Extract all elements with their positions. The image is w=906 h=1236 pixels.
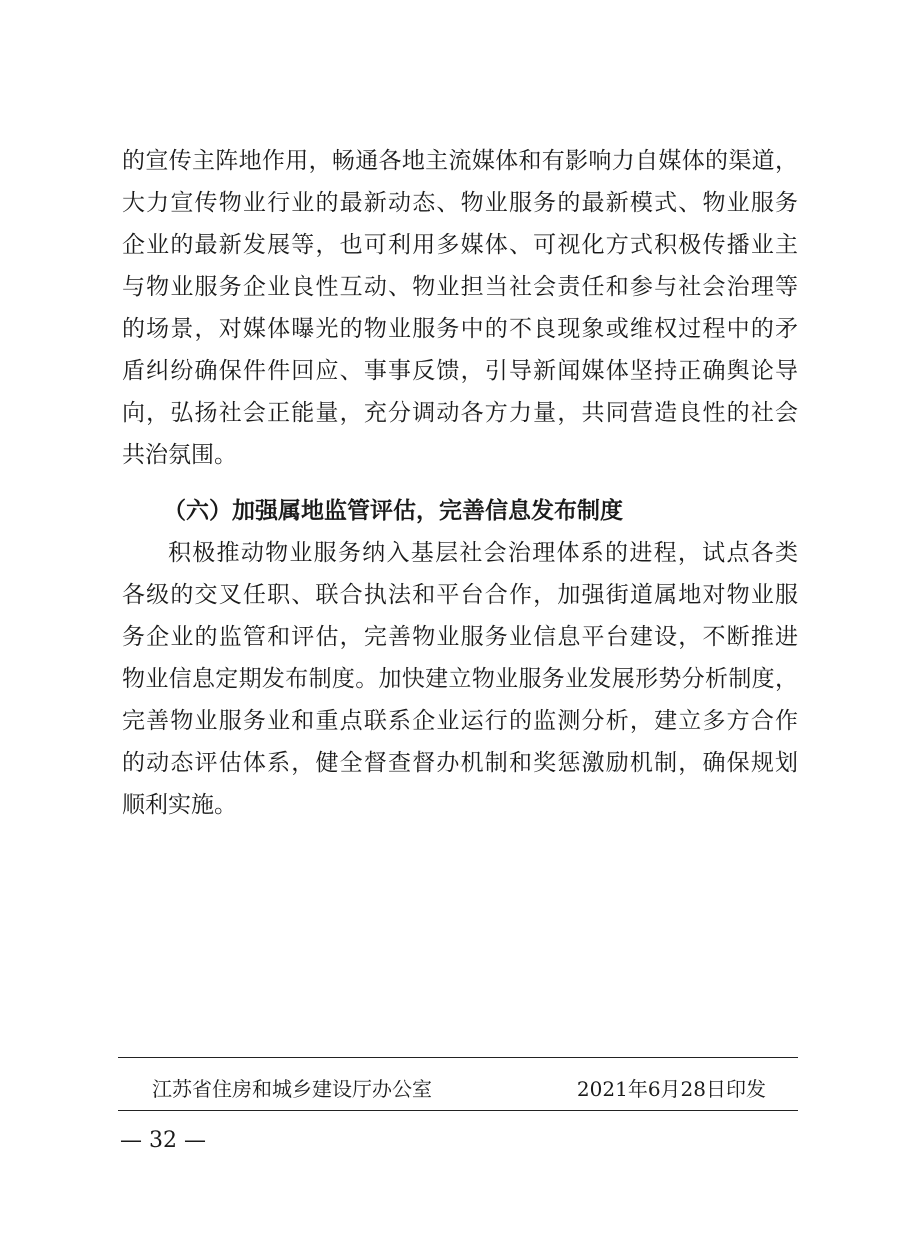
paragraph-supervision — [122, 532, 798, 826]
text-line: 共治氛围。 — [122, 442, 237, 468]
text-line: 完善物业服务业和重点联系企业运行的监测分析，建立多方合作 — [122, 708, 798, 734]
text-line: 大力宣传物业行业的最新动态、物业服务的最新模式、物业服务 — [122, 190, 798, 216]
text-line: 各级的交叉任职、联合执法和平台合作，加强街道属地对物业服 — [122, 582, 798, 608]
text-line: 盾纠纷确保件件回应、事事反馈，引导新闻媒体坚持正确舆论导 — [122, 358, 798, 384]
text-line: 的动态评估体系，健全督查督办机制和奖惩激励机制，确保规划 — [122, 750, 798, 776]
issue-date: 2021年6月28日印发 — [576, 1077, 766, 1101]
text-line: 的宣传主阵地作用，畅通各地主流媒体和有影响力自媒体的渠道， — [122, 148, 798, 174]
text-line: 务企业的监管和评估，完善物业服务业信息平台建设，不断推进 — [122, 624, 798, 650]
text-line: 积极推动物业服务纳入基层社会治理体系的进程，试点各类 — [168, 540, 798, 566]
footer-bottom-rule — [118, 1110, 798, 1111]
text-line: 与物业服务企业良性互动、物业担当社会责任和参与社会治理等 — [122, 274, 798, 300]
paragraph-publicity — [122, 140, 798, 476]
text-line: 顺利实施。 — [122, 792, 237, 818]
text-line: 物业信息定期发布制度。加快建立物业服务业发展形势分析制度， — [122, 666, 798, 692]
section-heading: （六）加强属地监管评估，完善信息发布制度 — [163, 497, 623, 524]
text-line: 的场景，对媒体曝光的物业服务中的不良现象或维权过程中的矛 — [122, 316, 798, 342]
text-line: 企业的最新发展等，也可利用多媒体、可视化方式积极传播业主 — [122, 232, 798, 258]
page-number: — 32 — — [120, 1128, 206, 1153]
text-line: 向，弘扬社会正能量，充分调动各方力量，共同营造良性的社会 — [122, 400, 798, 426]
footer-top-rule — [118, 1057, 798, 1058]
issuer-name: 江苏省住房和城乡建设厅办公室 — [152, 1077, 432, 1101]
